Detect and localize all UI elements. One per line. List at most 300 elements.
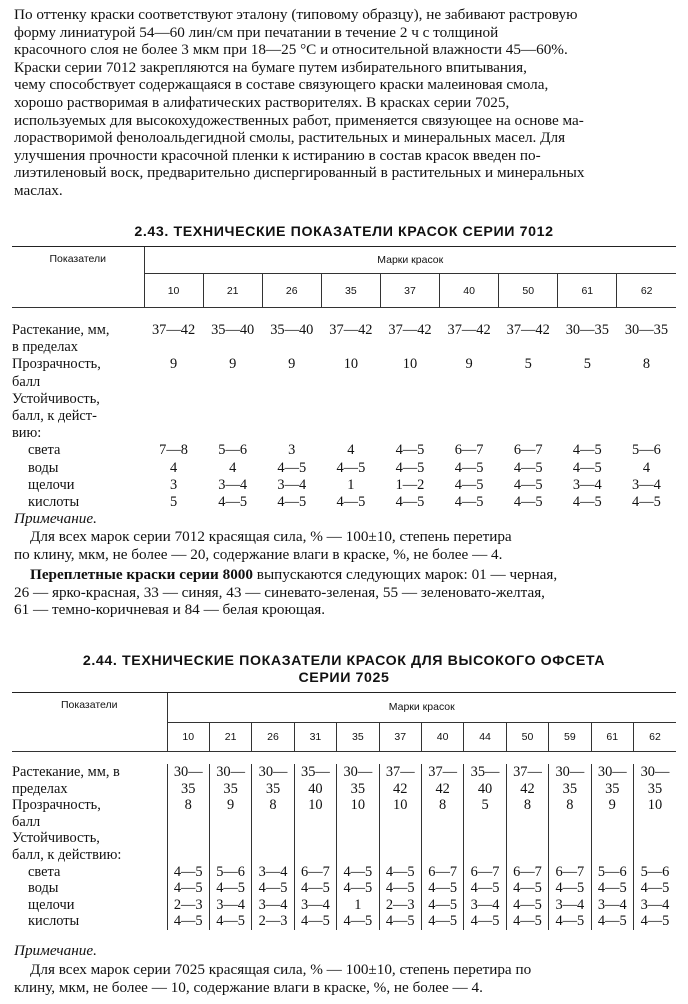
intro-line: используемых для высокохудожественных работ, применяется связующее на основе ма- (14, 111, 584, 129)
cell-59 (549, 797, 591, 830)
table-row (12, 880, 676, 897)
cell-21 (203, 442, 262, 459)
cell-value: 4—5 (572, 442, 602, 459)
cell-value: 5 (583, 356, 591, 373)
cell-value: 10 (402, 356, 418, 373)
cell-value: 8 (642, 356, 651, 373)
cell-value: 4—5 (513, 494, 543, 511)
note2-line: Для всех марок серии 7025 красящая сила, % — 100±10, степень перетира по (30, 961, 532, 978)
cell-value: 35—40 (211, 322, 255, 338)
cell-value: 4—5 (173, 863, 203, 880)
cell-26 (252, 880, 294, 897)
cell-value: 5 (169, 494, 178, 511)
cell-value: 6—7 (301, 863, 330, 880)
cell-value: 4—5 (597, 880, 627, 897)
table-row (12, 913, 676, 930)
cell-26 (252, 864, 294, 881)
cell-value: 4—5 (218, 494, 248, 511)
row-label-line: в пределах (12, 339, 78, 356)
cell-value: 3—4 (597, 896, 627, 913)
cell-21 (209, 830, 251, 863)
cell-value: 10 (393, 797, 408, 814)
cell-value: 5 (524, 356, 532, 373)
cell-value: 30— (597, 764, 627, 780)
cell-26 (252, 797, 294, 830)
cell-value: 3—4 (277, 476, 307, 493)
row-label (12, 864, 167, 881)
cell-value: 8 (566, 797, 574, 814)
cell-value: 35—40 (270, 322, 314, 338)
cell-21 (203, 391, 262, 443)
table-row (12, 830, 676, 863)
table-row (12, 764, 676, 797)
cell-value: 3 (169, 476, 178, 493)
cell-40 (440, 391, 499, 443)
intro-line: красочного слоя не более 3 мкм при 18—25 °С и относительной влажности 45—60%. (14, 41, 568, 59)
cell-44 (464, 880, 506, 897)
cell-value: 3—4 (555, 896, 585, 913)
cell-value: 3—4 (258, 863, 288, 880)
cell-value: 4—5 (385, 863, 415, 880)
cell-value: 4 (229, 459, 237, 476)
cell-40 (421, 830, 463, 863)
cell-50 (506, 797, 548, 830)
column-header-indicators: Показатели (12, 247, 144, 308)
cell-61 (591, 764, 633, 797)
row-label-line: кислоты (28, 913, 80, 930)
row-label-line: света (28, 442, 61, 459)
cell-value: 5—6 (216, 863, 245, 880)
cell-value: 8 (439, 797, 447, 814)
cell-value: 37— (513, 764, 542, 780)
cell-40 (421, 897, 463, 914)
table-row (12, 864, 676, 881)
cell-value: 3—4 (640, 896, 670, 913)
cell-value: 30— (555, 764, 585, 780)
row-label-line: кислоты (28, 494, 80, 511)
cell-37 (380, 494, 439, 511)
row-label (12, 477, 144, 494)
cell-26 (262, 477, 321, 494)
cell-59 (549, 830, 591, 863)
cell-value: 3—4 (470, 896, 500, 913)
cell-61 (558, 494, 617, 511)
cell-value: 2—3 (258, 913, 288, 930)
cell-value: 35 (223, 780, 238, 797)
cell-59 (549, 764, 591, 797)
row-label-line: щелочи (28, 896, 75, 913)
cell-37 (379, 764, 421, 797)
row-label-line: воды (28, 459, 59, 476)
cell-50 (506, 864, 548, 881)
cell-40 (440, 460, 499, 477)
cell-50 (499, 391, 558, 443)
cell-21 (209, 764, 251, 797)
cell-value: 4—5 (640, 913, 670, 930)
row-label-line: Прозрачность, (12, 356, 101, 373)
row-label-line: воды (28, 880, 59, 897)
cell-value: 6—7 (428, 863, 458, 880)
intro-line: маслах. (14, 182, 63, 199)
row-label-line: пределах (12, 780, 68, 797)
row-label (12, 797, 167, 830)
cell-value: 4 (347, 442, 355, 459)
cell-10 (167, 797, 209, 830)
row-label-line: балл, к дейст- (12, 408, 97, 425)
cell-44 (464, 764, 506, 797)
cell-value: 40 (477, 780, 493, 797)
row-label-line: балл, к действию: (12, 846, 122, 863)
cell-value: 4—5 (385, 880, 415, 897)
mark-header-40: 40 (421, 722, 463, 752)
cell-value: 4—5 (343, 880, 373, 897)
mark-header-59: 59 (549, 722, 591, 752)
cell-value: 4—5 (513, 913, 542, 930)
cell-10 (167, 897, 209, 914)
row-label-line: щелочи (28, 476, 75, 493)
cell-21 (209, 797, 251, 830)
binding-series-name: Переплетные краски серии 8000 (30, 566, 253, 583)
cell-value: 4—5 (385, 913, 415, 930)
cell-50 (506, 880, 548, 897)
cell-61 (591, 830, 633, 863)
cell-value: 35 (350, 780, 366, 797)
cell-37 (379, 880, 421, 897)
cell-21 (209, 880, 251, 897)
row-label-line: Растекание, мм, в (12, 764, 120, 780)
cell-31 (294, 880, 336, 897)
cell-value: 37— (385, 764, 415, 780)
cell-value: 4—5 (216, 913, 245, 930)
column-header-indicators: Показатели (12, 693, 167, 752)
cell-59 (549, 880, 591, 897)
cell-value: 9 (288, 356, 296, 373)
table2-series-7025 (12, 692, 676, 930)
cell-26 (262, 391, 321, 443)
cell-44 (464, 913, 506, 930)
cell-value: 40 (308, 780, 323, 797)
cell-value: 4—5 (470, 880, 500, 897)
cell-61 (591, 797, 633, 830)
row-label-line: света (28, 863, 61, 880)
cell-value: 4—5 (336, 459, 366, 476)
mark-header-50: 50 (506, 722, 548, 752)
cell-value: 4 (642, 459, 651, 476)
cell-26 (262, 460, 321, 477)
cell-61 (558, 322, 617, 356)
cell-value: 9 (227, 797, 235, 814)
row-label-line: Устойчивость, (12, 390, 100, 407)
mark-header-62: 62 (617, 274, 676, 308)
cell-35 (321, 391, 380, 443)
cell-value: 4—5 (513, 880, 542, 897)
cell-31 (294, 830, 336, 863)
cell-value: 4—5 (343, 913, 373, 930)
cell-value: 4—5 (454, 494, 484, 511)
cell-value: 8 (184, 797, 192, 814)
cell-31 (294, 764, 336, 797)
cell-50 (499, 322, 558, 356)
mark-header-37: 37 (380, 274, 439, 308)
mark-header-40: 40 (440, 274, 499, 308)
cell-50 (499, 477, 558, 494)
table-row (12, 460, 676, 477)
cell-value: 10 (350, 797, 366, 814)
cell-40 (421, 864, 463, 881)
cell-value: 35 (647, 780, 663, 797)
cell-50 (499, 460, 558, 477)
cell-10 (144, 460, 203, 477)
cell-10 (144, 442, 203, 459)
cell-value: 35 (265, 780, 281, 797)
cell-value: 4—5 (277, 494, 307, 511)
row-label (12, 494, 144, 511)
cell-10 (167, 830, 209, 863)
cell-40 (421, 764, 463, 797)
cell-value: 37—42 (506, 322, 550, 338)
cell-31 (294, 913, 336, 930)
cell-10 (144, 356, 203, 390)
note1-line: по клину, мкм, не более — 20, содержание влаги в краске, %, не более — 4. (14, 545, 503, 563)
cell-62 (633, 830, 676, 863)
cell-value: 7—8 (159, 442, 188, 459)
cell-62 (617, 494, 676, 511)
binding-line: 26 — ярко-красная, 33 — синяя, 43 — синевато-зеленая, 55 — зеленовато-желтая, (14, 583, 545, 601)
table-row (12, 442, 676, 459)
cell-26 (262, 356, 321, 390)
cell-37 (379, 913, 421, 930)
cell-50 (506, 913, 548, 930)
row-label (12, 391, 144, 443)
cell-62 (633, 897, 676, 914)
intro-line: хорошо растворимая в алифатических растворителях. В красках серии 7025, (14, 94, 510, 111)
row-label (12, 356, 144, 390)
cell-value: 4—5 (454, 459, 484, 476)
cell-value: 4—5 (640, 880, 670, 897)
cell-value: 2—3 (173, 896, 203, 913)
table-row (12, 356, 676, 390)
cell-value: 8 (269, 797, 277, 814)
intro-line: чему способствует содержащаяся в составе связующего краски малеиновая смола, (14, 76, 549, 94)
intro-line: лиэтиленовый воск, предварительно диспергированный в растительных и минеральных (14, 164, 585, 182)
cell-31 (294, 864, 336, 881)
cell-26 (262, 494, 321, 511)
row-label (12, 442, 144, 459)
cell-62 (617, 477, 676, 494)
mark-header-31: 31 (294, 722, 336, 752)
mark-header-10: 10 (144, 274, 203, 308)
intro-line: улучшения прочности красочной пленки к истиранию в состав красок введен по- (14, 146, 541, 164)
cell-62 (633, 764, 676, 797)
cell-value: 4—5 (395, 442, 425, 459)
row-label (12, 764, 167, 797)
cell-35 (321, 356, 380, 390)
cell-value: 30— (216, 764, 245, 780)
cell-35 (321, 494, 380, 511)
mark-header-50: 50 (499, 274, 558, 308)
table-row (12, 391, 676, 443)
cell-value: 4—5 (343, 863, 373, 880)
cell-value: 4—5 (173, 880, 203, 897)
table2-title-line1: 2.44. ТЕХНИЧЕСКИЕ ПОКАЗАТЕЛИ КРАСОК ДЛЯ ВЫСОКОГО ОФСЕТА (82, 653, 606, 669)
cell-50 (499, 442, 558, 459)
cell-value: 9 (608, 797, 616, 814)
cell-10 (167, 913, 209, 930)
mark-header-61: 61 (591, 722, 633, 752)
cell-value: 4—5 (428, 913, 458, 930)
cell-value: 4—5 (258, 880, 288, 897)
cell-10 (167, 880, 209, 897)
cell-59 (549, 913, 591, 930)
mark-header-37: 37 (379, 722, 421, 752)
cell-62 (617, 460, 676, 477)
cell-61 (591, 864, 633, 881)
cell-35 (337, 797, 379, 830)
note2-line: клину, мкм, не более — 10, содержание влаги в краске, %, не более — 4. (14, 978, 483, 996)
intro-line: лорастворимой фенолоальдегидной смолы, растительных и минеральных масел. Для (14, 129, 566, 147)
cell-61 (591, 897, 633, 914)
cell-value: 2—3 (385, 896, 415, 913)
cell-value: 5 (481, 797, 489, 814)
cell-value: 3—4 (632, 476, 661, 493)
cell-61 (558, 442, 617, 459)
mark-header-21: 21 (209, 722, 251, 752)
cell-62 (633, 864, 676, 881)
cell-value: 9 (465, 356, 473, 373)
cell-value: 4—5 (572, 459, 602, 476)
cell-26 (252, 764, 294, 797)
cell-value: 30— (173, 764, 203, 780)
cell-50 (499, 494, 558, 511)
row-label (12, 913, 167, 930)
row-label (12, 460, 144, 477)
cell-value: 1 (347, 476, 355, 493)
mark-header-10: 10 (167, 722, 209, 752)
cell-value: 1 (354, 896, 362, 913)
cell-44 (464, 797, 506, 830)
cell-value: 37—42 (388, 322, 432, 338)
cell-10 (167, 864, 209, 881)
cell-37 (379, 797, 421, 830)
mark-header-35: 35 (321, 274, 380, 308)
cell-value: 6—7 (513, 442, 543, 459)
cell-value: 4—5 (428, 896, 458, 913)
cell-21 (203, 477, 262, 494)
cell-value: 4—5 (336, 494, 366, 511)
table-row (12, 897, 676, 914)
cell-value: 5—6 (218, 442, 248, 459)
cell-26 (252, 830, 294, 863)
cell-value: 8 (523, 797, 532, 814)
cell-value: 10 (308, 797, 323, 814)
cell-37 (379, 830, 421, 863)
mark-header-62: 62 (633, 722, 676, 752)
cell-value: 42 (393, 780, 408, 797)
cell-value: 37—42 (329, 322, 373, 338)
binding-line: 61 — темно-коричневая и 84 — белая кроющая. (14, 601, 326, 619)
row-label-line: Прозрачность, (12, 797, 101, 814)
cell-35 (337, 764, 379, 797)
binding-text: выпускаются следующих марок: 01 — черная, (252, 566, 558, 583)
intro-line: Краски серии 7012 закрепляются на бумаге путем избирательного впитывания, (14, 58, 527, 76)
cell-value: 6—7 (454, 442, 484, 459)
row-label (12, 880, 167, 897)
cell-40 (421, 797, 463, 830)
cell-value: 5—6 (640, 863, 670, 880)
cell-value: 9 (229, 356, 237, 373)
column-group-header: Марки красок (167, 693, 676, 723)
cell-value: 4—5 (428, 880, 458, 897)
cell-26 (252, 913, 294, 930)
cell-40 (440, 477, 499, 494)
mark-header-35: 35 (337, 722, 379, 752)
row-label-line: вию: (12, 425, 42, 442)
cell-21 (209, 913, 251, 930)
cell-35 (321, 442, 380, 459)
cell-62 (617, 391, 676, 443)
cell-value: 4—5 (572, 494, 602, 511)
cell-value: 5—6 (597, 863, 627, 880)
cell-40 (440, 356, 499, 390)
cell-21 (203, 460, 262, 477)
intro-line: форму линиатурой 54—60 лин/см при печатании в течение 2 ч с толщиной (14, 23, 499, 41)
table1-title: 2.43. ТЕХНИЧЕСКИЕ ПОКАЗАТЕЛИ КРАСОК СЕРИИ 7012 (134, 224, 554, 240)
table2-note-heading: Примечание. (14, 942, 97, 959)
cell-value: 42 (435, 780, 450, 797)
cell-62 (633, 880, 676, 897)
cell-value: 30—35 (565, 322, 609, 338)
cell-value: 4—5 (632, 494, 661, 511)
cell-40 (421, 880, 463, 897)
cell-37 (380, 477, 439, 494)
cell-37 (380, 322, 439, 356)
intro-line: По оттенку краски соответствуют эталону (типовому образцу), не забивают растровую (14, 6, 578, 23)
cell-50 (506, 830, 548, 863)
table-row (12, 322, 676, 356)
note1-line: Для всех марок серии 7012 красящая сила, % — 100±10, степень перетира (30, 528, 512, 545)
cell-value: 3—4 (301, 896, 330, 913)
cell-value: 30— (343, 764, 373, 780)
table-row (12, 797, 676, 830)
cell-37 (380, 460, 439, 477)
cell-value: 42 (520, 780, 535, 797)
row-label (12, 830, 167, 863)
cell-value: 4—5 (454, 476, 484, 493)
cell-value: 4—5 (173, 913, 203, 930)
cell-value: 3—4 (216, 896, 245, 913)
cell-value: 37—42 (151, 322, 196, 338)
cell-value: 37—42 (447, 322, 491, 338)
cell-37 (380, 391, 439, 443)
cell-value: 4—5 (513, 896, 542, 913)
cell-37 (379, 864, 421, 881)
cell-value: 30— (258, 764, 288, 780)
cell-62 (633, 797, 676, 830)
cell-26 (262, 322, 321, 356)
cell-value: 6—7 (513, 863, 542, 880)
row-label (12, 322, 144, 356)
cell-44 (464, 897, 506, 914)
cell-value: 4—5 (513, 476, 543, 493)
cell-value: 6—7 (555, 863, 585, 880)
cell-value: 3—4 (572, 476, 602, 493)
row-label-line: балл (12, 813, 41, 830)
table-row (12, 477, 676, 494)
cell-value: 10 (343, 356, 359, 373)
cell-value: 4—5 (216, 880, 245, 897)
cell-61 (558, 356, 617, 390)
cell-value: 4—5 (597, 913, 627, 930)
